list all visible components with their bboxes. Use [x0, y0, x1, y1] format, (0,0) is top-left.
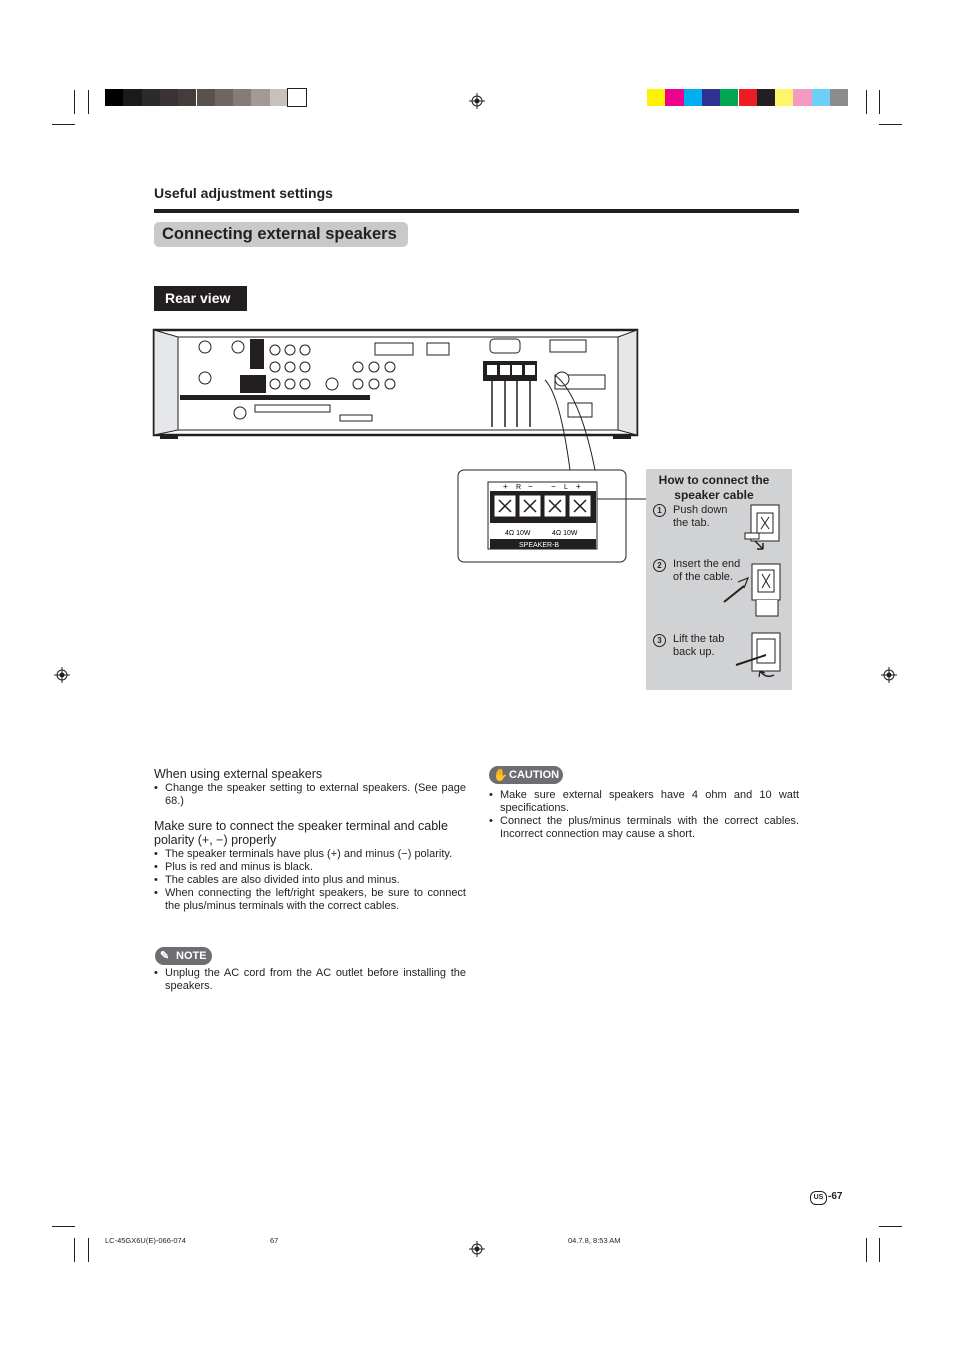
speaker-b-label: SPEAKER-B: [519, 542, 560, 549]
page-title: Connecting external speakers: [162, 225, 397, 243]
list-item: • Unplug the AC cord from the AC outlet before installing the speakers.: [154, 967, 466, 993]
terminal-label-r-minus: −: [528, 482, 533, 491]
caution-badge: [489, 766, 563, 784]
list-item: • Connect the plus/minus terminals with the correct cables. Incorrect connection may cause a short.: [489, 815, 799, 841]
lift-tab-icon: [734, 631, 784, 681]
note-bullet-list: [154, 967, 466, 993]
note-label: NOTE: [176, 950, 207, 962]
rs232c-port: [490, 339, 520, 353]
calibration-swatch: [197, 89, 215, 106]
step-number: 2: [653, 559, 666, 572]
footer-page-ref: 67: [270, 1236, 279, 1245]
mini-din-port: [555, 372, 569, 386]
card-slot: [340, 415, 372, 421]
list-item: • When connecting the left/right speakers, be sure to connect the plus/minus terminals with the correct cables.: [154, 887, 466, 913]
calibration-swatch: [288, 89, 306, 106]
header-rule: [154, 209, 799, 213]
insert-cable-icon: [722, 562, 784, 620]
terminal-label-l: L: [564, 484, 568, 491]
hdmi-port: [427, 343, 449, 355]
calibration-swatch: [215, 89, 233, 106]
foot-right: [613, 435, 631, 439]
rear-view-label: Rear view: [165, 290, 231, 306]
list-item: • The speaker terminals have plus (+) and minus (−) polarity.: [154, 848, 466, 861]
calibration-swatch: [720, 89, 738, 106]
footer-file-name: LC-45GX6U(E)-066-074: [105, 1236, 186, 1245]
polarity-heading: Make sure to connect the speaker terminal and cable polarity (+, −) properly: [154, 819, 448, 847]
chassis-left-side: [154, 330, 178, 435]
chassis-right-side: [618, 330, 637, 435]
push-tab-icon: [743, 503, 783, 551]
calibration-swatch: [270, 89, 288, 106]
caution-label: CAUTION: [509, 769, 560, 781]
calibration-swatch: [757, 89, 775, 106]
step-text: Lift the tab back up.: [673, 633, 725, 658]
polarity-bullet-list: [154, 848, 466, 913]
region-badge: US: [810, 1191, 827, 1205]
caution-bullet-list: [489, 789, 799, 841]
step-number: 3: [653, 634, 666, 647]
list-item: • The cables are also divided into plus and minus.: [154, 874, 466, 887]
step-text: Push down the tab.: [673, 504, 728, 529]
cablecard-slot: [255, 405, 330, 412]
calibration-swatch: [123, 89, 141, 106]
terminal-label-r-plus: +: [503, 482, 508, 491]
calibration-swatch: [812, 89, 830, 106]
hand-icon: ✋: [493, 768, 508, 782]
note-badge: [155, 947, 212, 965]
section-heading: Useful adjustment settings: [154, 185, 333, 201]
registration-mark-icon: [469, 93, 485, 109]
display-output-port: [550, 340, 586, 352]
terminal-label-r: R: [516, 484, 522, 491]
step-number: 1: [653, 504, 666, 517]
registration-mark-icon: [881, 667, 897, 683]
input-label-block: [250, 339, 264, 369]
rating-right: 4Ω 10W: [505, 530, 531, 537]
calibration-swatch: [702, 89, 720, 106]
calibration-swatch: [647, 89, 665, 106]
dvi-port: [375, 343, 413, 355]
calibration-swatch: [233, 89, 251, 106]
list-item: • Change the speaker setting to external speakers. (See page 68.): [154, 782, 466, 808]
calibration-swatch: [684, 89, 702, 106]
using-heading: When using external speakers: [154, 767, 323, 781]
calibration-swatch: [160, 89, 178, 106]
calibration-swatch: [739, 89, 757, 106]
calibration-swatch: [178, 89, 196, 106]
calibration-swatch: [251, 89, 269, 106]
page-number: -67: [828, 1191, 843, 1202]
monitor-output-block: [240, 375, 266, 393]
registration-mark-icon: [54, 667, 70, 683]
calibration-swatch: [105, 89, 123, 106]
registration-mark-icon: [469, 1241, 485, 1257]
list-item: • Make sure external speakers have 4 ohm and 10 watt specifications.: [489, 789, 799, 815]
calibration-swatch: [793, 89, 811, 106]
label-band: [180, 395, 370, 400]
calibration-swatch: [142, 89, 160, 106]
calibration-swatch: [665, 89, 683, 106]
list-item: • Plus is red and minus is black.: [154, 861, 466, 874]
footer-timestamp: 04.7.8, 8:53 AM: [568, 1236, 621, 1245]
calibration-swatch: [830, 89, 848, 106]
using-bullet-list: [154, 782, 466, 808]
howto-title: How to connect the speaker cable: [658, 473, 770, 502]
terminal-label-l-minus: −: [551, 482, 556, 491]
pencil-icon: ✎: [160, 950, 170, 962]
foot-left: [160, 435, 178, 439]
step-text: Insert the end of the cable.: [673, 558, 741, 583]
rating-left: 4Ω 10W: [552, 530, 578, 537]
calibration-swatch: [775, 89, 793, 106]
terminal-label-l-plus: +: [576, 482, 581, 491]
